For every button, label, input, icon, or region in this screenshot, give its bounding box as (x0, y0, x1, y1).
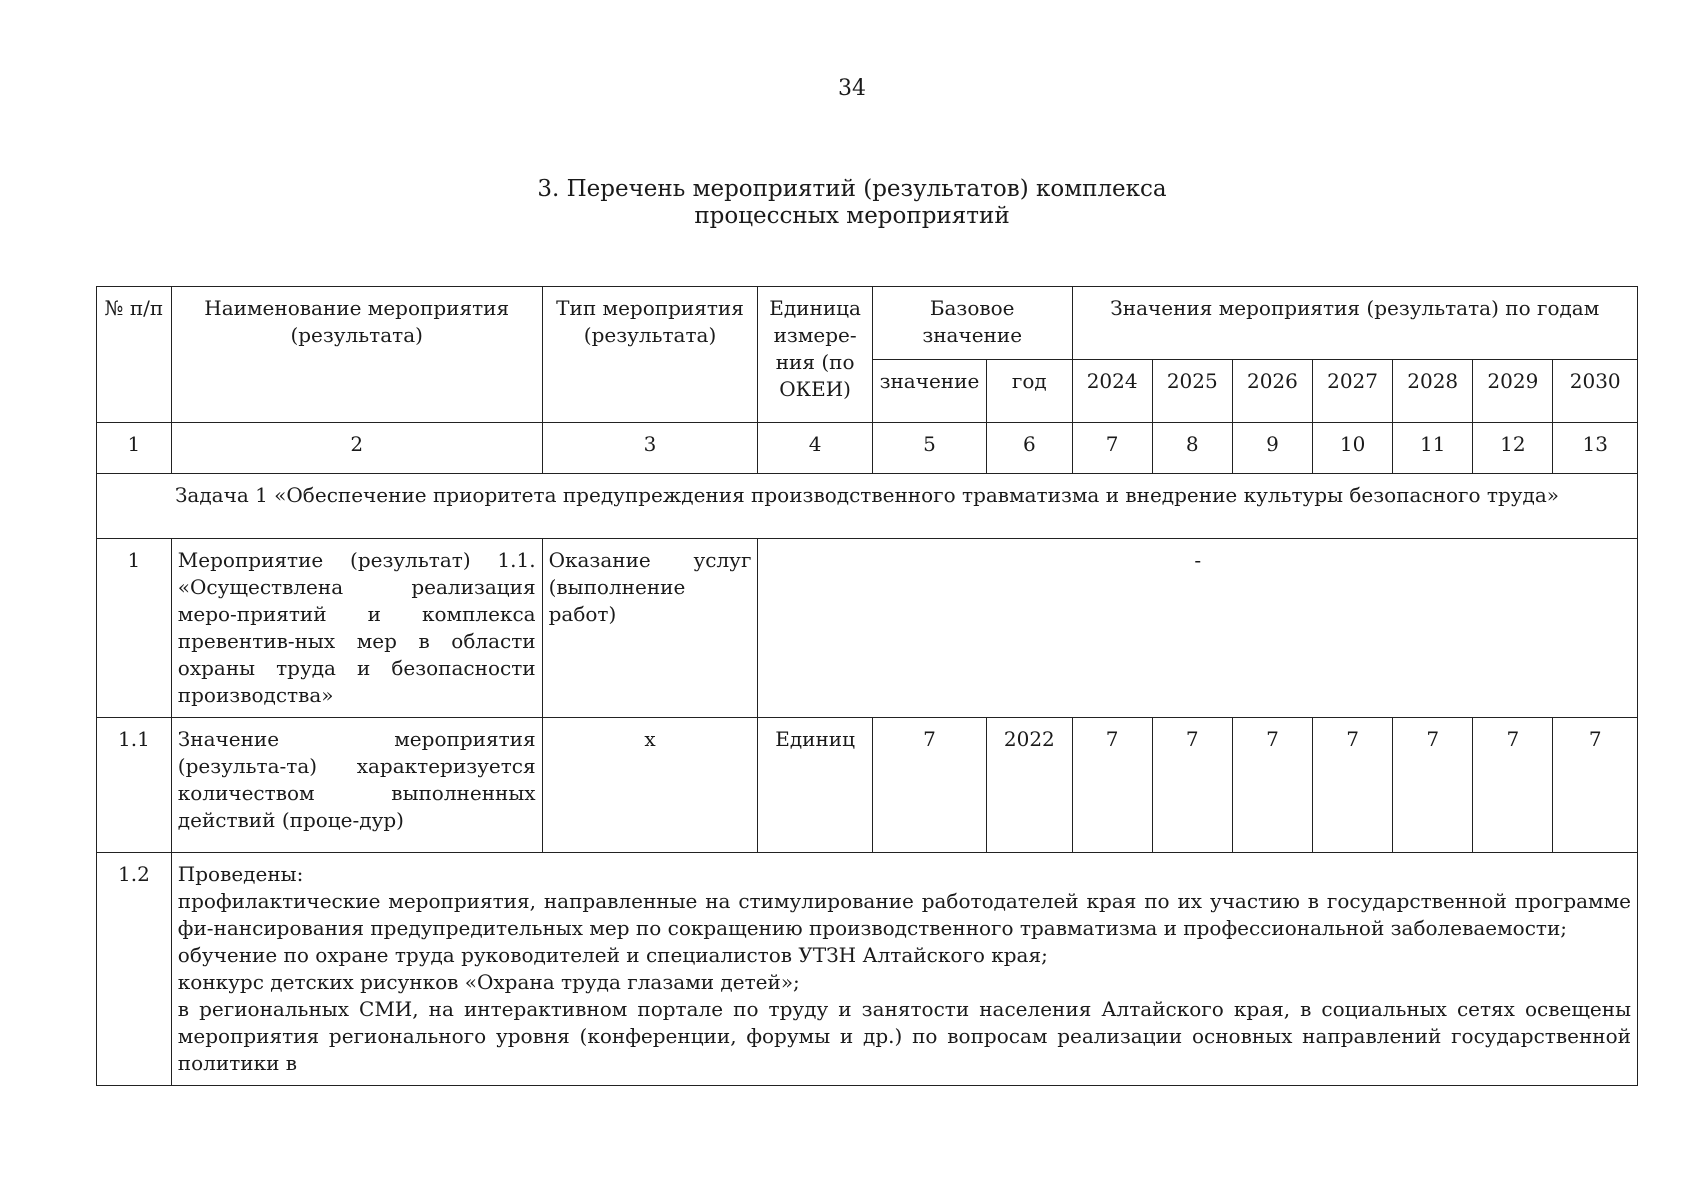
indicator-base-value: 7 (872, 718, 986, 853)
header-unit: Единица измере-ния (по ОКЕИ) (758, 287, 872, 423)
header-type: Тип мероприятия (результата) (542, 287, 758, 423)
header-year: 2028 (1393, 360, 1473, 423)
indicator-year-value: 7 (1152, 718, 1232, 853)
description-line: в региональных СМИ, на интерактивном портале по труду и занятости населения Алтайского края, в социальных сетях освещены мероприятия регионального уровня (конференции, форумы и др.) по вопросам реализации основных направлений государственной политики в (177, 997, 1631, 1075)
column-number: 6 (987, 423, 1072, 474)
description-text (171, 853, 1637, 1086)
description-line: профилактические мероприятия, направленные на стимулирование работодателей края по их участию в государственной программе фи-нансирования предупредительных мер по сокращению производственного травматизма и профессиональной заболеваемости; (177, 889, 1631, 940)
column-number: 1 (97, 423, 172, 474)
column-number: 10 (1313, 423, 1393, 474)
header-num: № п/п (97, 287, 172, 423)
indicator-num: 1.1 (97, 718, 172, 853)
event-row (97, 539, 1638, 718)
task-title: Задача 1 «Обеспечение приоритета предупреждения производственного травматизма и внедрение культуры безопасного труда» (97, 474, 1638, 539)
header-base-year: год (987, 360, 1072, 423)
header-year: 2025 (1152, 360, 1232, 423)
header-base-value: значение (872, 360, 986, 423)
column-number: 7 (1072, 423, 1152, 474)
indicator-year-value: 7 (1553, 718, 1638, 853)
column-number: 3 (542, 423, 758, 474)
description-num: 1.2 (97, 853, 172, 1086)
indicator-year-value: 7 (1473, 718, 1553, 853)
indicator-base-year: 2022 (987, 718, 1072, 853)
event-name: Мероприятие (результат) 1.1. «Осуществлена реализация меро-приятий и комплекса превентив-ных мер в области охраны труда и безопасности производства» (171, 539, 542, 718)
section-title (0, 176, 1704, 230)
indicator-row (97, 718, 1638, 853)
header-values-by-year: Значения мероприятия (результата) по годам (1072, 287, 1637, 360)
indicator-unit: Единиц (758, 718, 872, 853)
indicator-type: х (542, 718, 758, 853)
section-title-line-1: 3. Перечень мероприятий (результатов) комплекса (537, 176, 1167, 202)
indicator-year-value: 7 (1232, 718, 1312, 853)
description-row (97, 853, 1638, 1086)
header-base: Базовое значение (872, 287, 1072, 360)
event-num: 1 (97, 539, 172, 718)
events-table (96, 286, 1638, 1086)
description-line: конкурс детских рисунков «Охрана труда глазами детей»; (177, 970, 800, 994)
header-year: 2030 (1553, 360, 1638, 423)
page-number: 34 (838, 76, 866, 101)
task-row (97, 474, 1638, 539)
section-title-line-2: процессных мероприятий (694, 203, 1010, 229)
header-name: Наименование мероприятия (результата) (171, 287, 542, 423)
column-number: 8 (1152, 423, 1232, 474)
column-number: 4 (758, 423, 872, 474)
column-number: 12 (1473, 423, 1553, 474)
indicator-year-value: 7 (1072, 718, 1152, 853)
description-line: обучение по охране труда руководителей и специалистов УТЗН Алтайского края; (177, 943, 1048, 967)
header-year: 2024 (1072, 360, 1152, 423)
column-number: 9 (1232, 423, 1312, 474)
indicator-year-value: 7 (1393, 718, 1473, 853)
header-year: 2029 (1473, 360, 1553, 423)
column-number: 13 (1553, 423, 1638, 474)
description-line: Проведены: (177, 862, 304, 886)
indicator-year-value: 7 (1313, 718, 1393, 853)
header-year: 2026 (1232, 360, 1312, 423)
column-number: 2 (171, 423, 542, 474)
header-year: 2027 (1313, 360, 1393, 423)
event-values-placeholder: - (758, 539, 1638, 718)
event-type: Оказание услуг (выполнение работ) (542, 539, 758, 718)
column-numbers-row (97, 423, 1638, 474)
column-number: 11 (1393, 423, 1473, 474)
column-number: 5 (872, 423, 986, 474)
indicator-name: Значение мероприятия (результа-та) характеризуется количеством выполненных действий (проце-дур) (171, 718, 542, 853)
